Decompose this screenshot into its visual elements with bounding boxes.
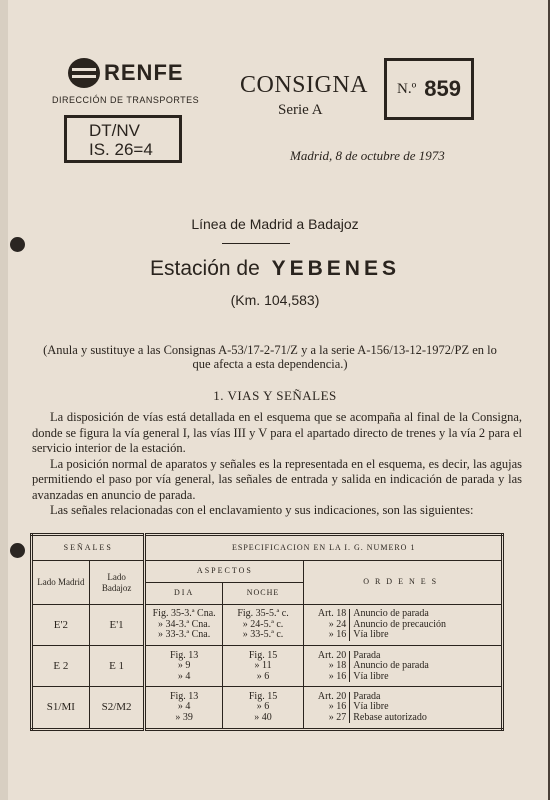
binder-hole-top xyxy=(10,237,25,252)
cell-dia xyxy=(145,646,222,687)
cell-art: Art. 18 xyxy=(304,609,350,620)
doc-date: Madrid, 8 de octubre de 1973 xyxy=(290,148,445,163)
station-prefix: Estación de xyxy=(150,257,260,280)
cell-line: » 6 xyxy=(256,670,270,682)
cell-line: » 33-3.ª Cna. xyxy=(158,629,211,641)
cell-line: » 24-5.ª c. xyxy=(242,618,284,630)
cell-madrid: E 2 xyxy=(32,646,90,687)
cell-orden: Vía libre xyxy=(353,701,389,713)
cell-line: » 9 xyxy=(177,660,191,672)
cell-orden: Vía libre xyxy=(353,670,389,682)
header-lado-madrid: Lado Madrid xyxy=(32,561,90,605)
cell-line: » 11 xyxy=(254,660,272,672)
direction-label: DIRECCIÓN DE TRANSPORTES xyxy=(52,95,200,105)
header-especificacion: ESPECIFICACION EN LA I. G. NUMERO 1 xyxy=(145,535,503,561)
number-label: N.º xyxy=(397,80,417,97)
cell-line: Fig. 13 xyxy=(169,649,199,661)
header-senales: SEÑALES xyxy=(32,535,145,561)
cell-orden: Parada xyxy=(353,690,381,702)
cell-line: » 6 xyxy=(256,701,270,713)
cell-art: » 18 xyxy=(304,661,350,672)
cell-line: » 4 xyxy=(177,670,191,682)
cell-noche xyxy=(222,687,303,730)
table-row xyxy=(32,605,503,646)
cell-art: » 16 xyxy=(304,630,350,641)
header-lado-badajoz: Lado Badajoz xyxy=(89,561,145,605)
cell-orden: Parada xyxy=(353,649,381,661)
cell-line: » 39 xyxy=(175,711,193,723)
cell-art: Art. 20 xyxy=(304,692,350,703)
line-title: Línea de Madrid a Badajoz xyxy=(191,216,359,232)
cell-line: » 4 xyxy=(177,701,191,713)
cell-badajoz: S2/M2 xyxy=(89,687,145,730)
cell-orden: Anuncio de precaución xyxy=(353,618,447,630)
cell-ordenes xyxy=(304,646,503,687)
cell-orden: Anuncio de parada xyxy=(353,660,429,672)
paragraph: La posición normal de aparatos y señales es la representada en el esquema, es decir, las agujas permitiendo el paso por vía general, las señales de entrada y salida en indicación de parada y las avanzadas en anuncio de parada. xyxy=(32,456,522,502)
cell-line: Fig. 15 xyxy=(248,649,278,661)
paragraph: Las señales relacionadas con el enclavamiento y sus indicaciones, son las siguientes: xyxy=(50,503,474,517)
cell-art: » 24 xyxy=(304,620,350,631)
station-name: YEBENES xyxy=(271,257,400,280)
number-box xyxy=(384,58,474,120)
header-ordenes: ORDENES xyxy=(304,561,503,605)
cell-line: Fig. 35-3.ª Cna. xyxy=(152,608,216,620)
code-box xyxy=(64,115,182,163)
doc-series: Serie A xyxy=(278,102,323,118)
cell-orden: Rebase autorizado xyxy=(353,711,427,723)
cell-art: » 16 xyxy=(304,672,350,683)
cell-madrid: E'2 xyxy=(32,605,90,646)
renfe-logo-icon xyxy=(68,58,100,88)
divider xyxy=(222,243,290,244)
cell-noche xyxy=(222,605,303,646)
logo-text: RENFE xyxy=(104,60,184,85)
cell-art: » 27 xyxy=(304,713,350,724)
cell-art: Art. 20 xyxy=(304,651,350,662)
cell-line: Fig. 15 xyxy=(248,690,278,702)
cell-dia xyxy=(145,687,222,730)
cell-line: Fig. 13 xyxy=(169,690,199,702)
header-aspectos: ASPECTOS xyxy=(145,561,304,583)
doc-number: 859 xyxy=(424,76,461,101)
cell-art: » 16 xyxy=(304,702,350,713)
renfe-logo xyxy=(68,58,184,88)
doc-type: CONSIGNA xyxy=(240,72,369,98)
cell-orden: Vía libre xyxy=(353,629,389,641)
cell-madrid: S1/MI xyxy=(32,687,90,730)
binder-hole-bottom xyxy=(10,543,25,558)
cell-orden: Anuncio de parada xyxy=(353,608,429,620)
code-line-1: DT/NV xyxy=(89,121,140,140)
cell-badajoz: E 1 xyxy=(89,646,145,687)
section-heading: 1. VIAS Y SEÑALES xyxy=(213,388,337,403)
cell-ordenes xyxy=(304,605,503,646)
cell-ordenes xyxy=(304,687,503,730)
table-row xyxy=(32,687,503,730)
body-text xyxy=(32,410,522,519)
header-dia: DIA xyxy=(145,583,222,605)
signals-table xyxy=(30,533,504,731)
replacement-notice: (Anula y sustituye a las Consignas A-53/17-2-71/Z y a la serie A-156/13-12-1972/PZ en lo que afecta a esta dependencia.) xyxy=(43,343,497,371)
cell-dia xyxy=(145,605,222,646)
cell-line: » 33-5.ª c. xyxy=(242,629,284,641)
cell-line: Fig. 35-5.ª c. xyxy=(237,608,289,620)
cell-line: » 34-3.ª Cna. xyxy=(158,618,211,630)
code-line-2: IS. 26=4 xyxy=(89,140,153,159)
cell-line: » 40 xyxy=(254,711,272,723)
header-noche: NOCHE xyxy=(222,583,303,605)
station-km: (Km. 104,583) xyxy=(230,292,320,308)
cell-badajoz: E'1 xyxy=(89,605,145,646)
table-row xyxy=(32,646,503,687)
paragraph: La disposición de vías está detallada en el esquema que se acompaña al final de la Consigna, donde se figura la vía general I, las vías III y V para el apartado directo de trenes y la vía 2 para el servicio interior de la estación. xyxy=(32,410,522,455)
station-title xyxy=(0,257,550,281)
cell-noche xyxy=(222,646,303,687)
